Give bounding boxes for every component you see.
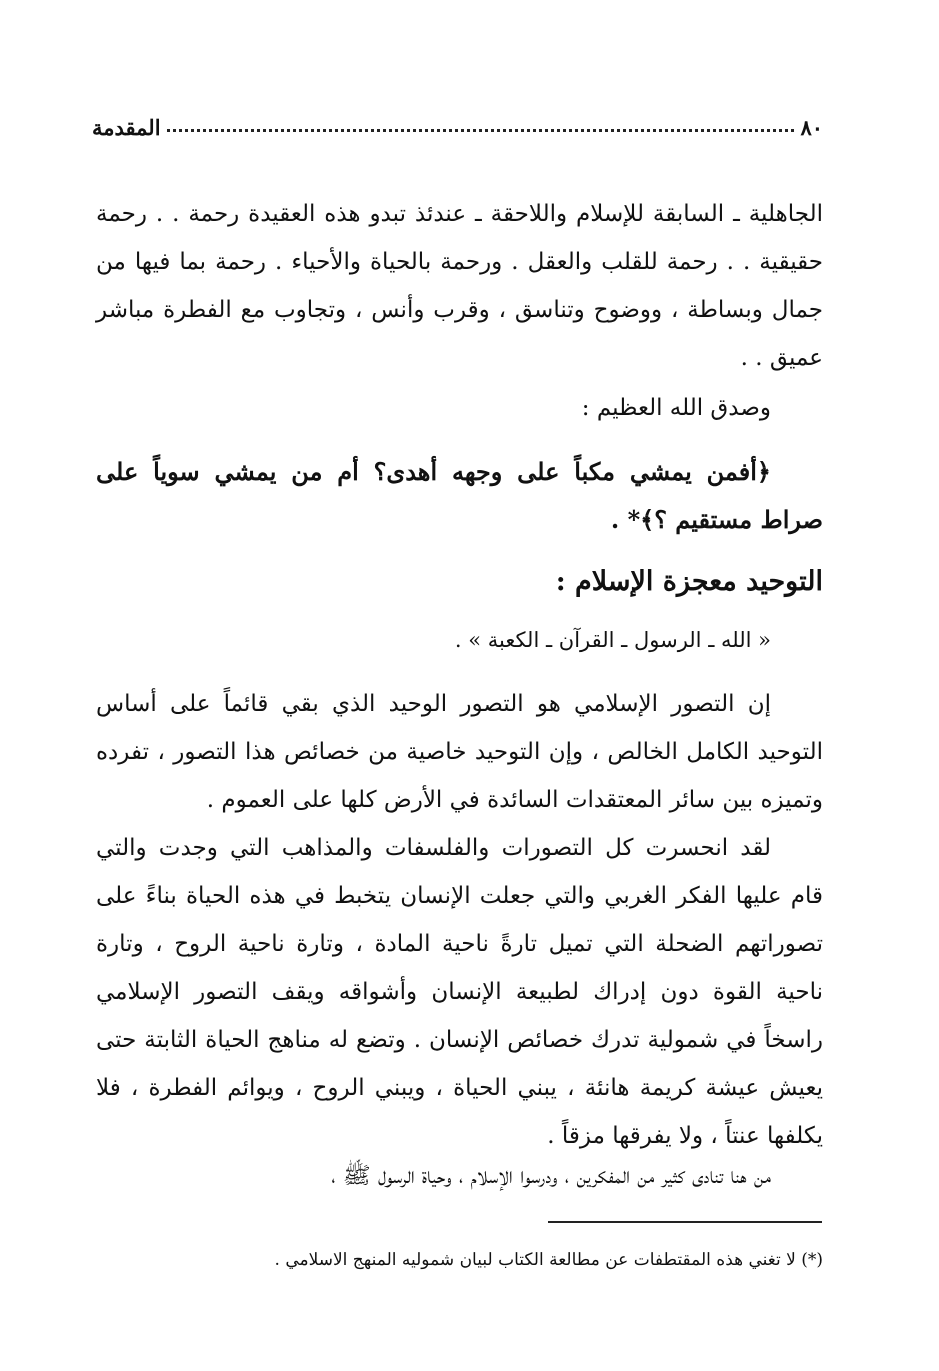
paragraph-quote-intro bbox=[96, 384, 823, 432]
paragraph-text: إن التصور الإسلامي هو التصور الوحيد الذي بقي قائماً على أساس التوحيد الكامل الخالص ، وإن التوحيد خاصية من خصائص هذا التصور ، تفرده وتميزه بين سائر المعتقدات السائدة في الأرض كلها على العموم . bbox=[96, 691, 823, 813]
running-title: المقدمة bbox=[92, 115, 161, 140]
page-header bbox=[92, 104, 823, 140]
section-motto: « الله ـ الرسول ـ القرآن ـ الكعبة » . bbox=[454, 628, 771, 652]
paragraph-text: من هنا تنادى كثير من المفكرين ، ودرسوا الإسلام ، وحياة الرسول ﷺ ، bbox=[331, 1163, 771, 1189]
section-heading: التوحيد معجزة الإسلام : bbox=[555, 566, 823, 597]
paragraph-tawhid bbox=[96, 680, 823, 824]
paragraph-text: لقد انحسرت كل التصورات والفلسفات والمذاهب التي وجدت والتي قام عليها الفكر الغربي والتي جعلت الإنسان يتخبط في هذه الحياة بناءً على تصوراتهم الضحلة التي تميل تارةً ناحية المادة ، وتارة ناحية الروح ، وتارة ناحية القوة دون إدراك لطبيعة الإنسان وأشواقه ويقف التصور الإسلامي راسخاً في شمولية تدرك خصائص الإنسان . وتضع له مناهج الحياة الثابتة حتى يعيش عيشة كريمة هانئة ، يبني الحياة ، ويبني الروح ، ويوائم الفطرة ، فلا يكلفها عنتاً ، ولا يفرقها مزقاً . bbox=[96, 835, 823, 1149]
header-dotted-leader bbox=[167, 129, 795, 132]
page-number: ٨٠ bbox=[800, 115, 823, 140]
paragraph-text: وصدق الله العظيم : bbox=[581, 395, 771, 421]
paragraph-thinkers bbox=[96, 1152, 823, 1200]
footnote-separator bbox=[548, 1221, 822, 1223]
paragraph-continuation bbox=[96, 190, 823, 382]
footnote: (*) لا تغني هذه المقتطفات عن مطالعة الكتاب لبيان شموليه المنهج الاسلامي . bbox=[274, 1250, 823, 1270]
paragraph-text: الجاهلية ـ السابقة للإسلام واللاحقة ـ عندئذ تبدو هذه العقيدة رحمة . . رحمة حقيقية . . رحمة للقلب والعقل . ورحمة بالحياة والأحياء . رحمة بما فيها من جمال وبساطة ، ووضوح وتناسق ، وقرب وأنس ، وتجاوب مع الفطرة مباشر عميق . . bbox=[96, 201, 823, 371]
paragraph-western-thought bbox=[96, 824, 823, 1160]
quran-verse: ﴿أفمن يمشي مكباً على وجهه أهدى؟ أم من يمشي سوياً على صراط مستقيم ؟﴾* . bbox=[96, 457, 823, 534]
